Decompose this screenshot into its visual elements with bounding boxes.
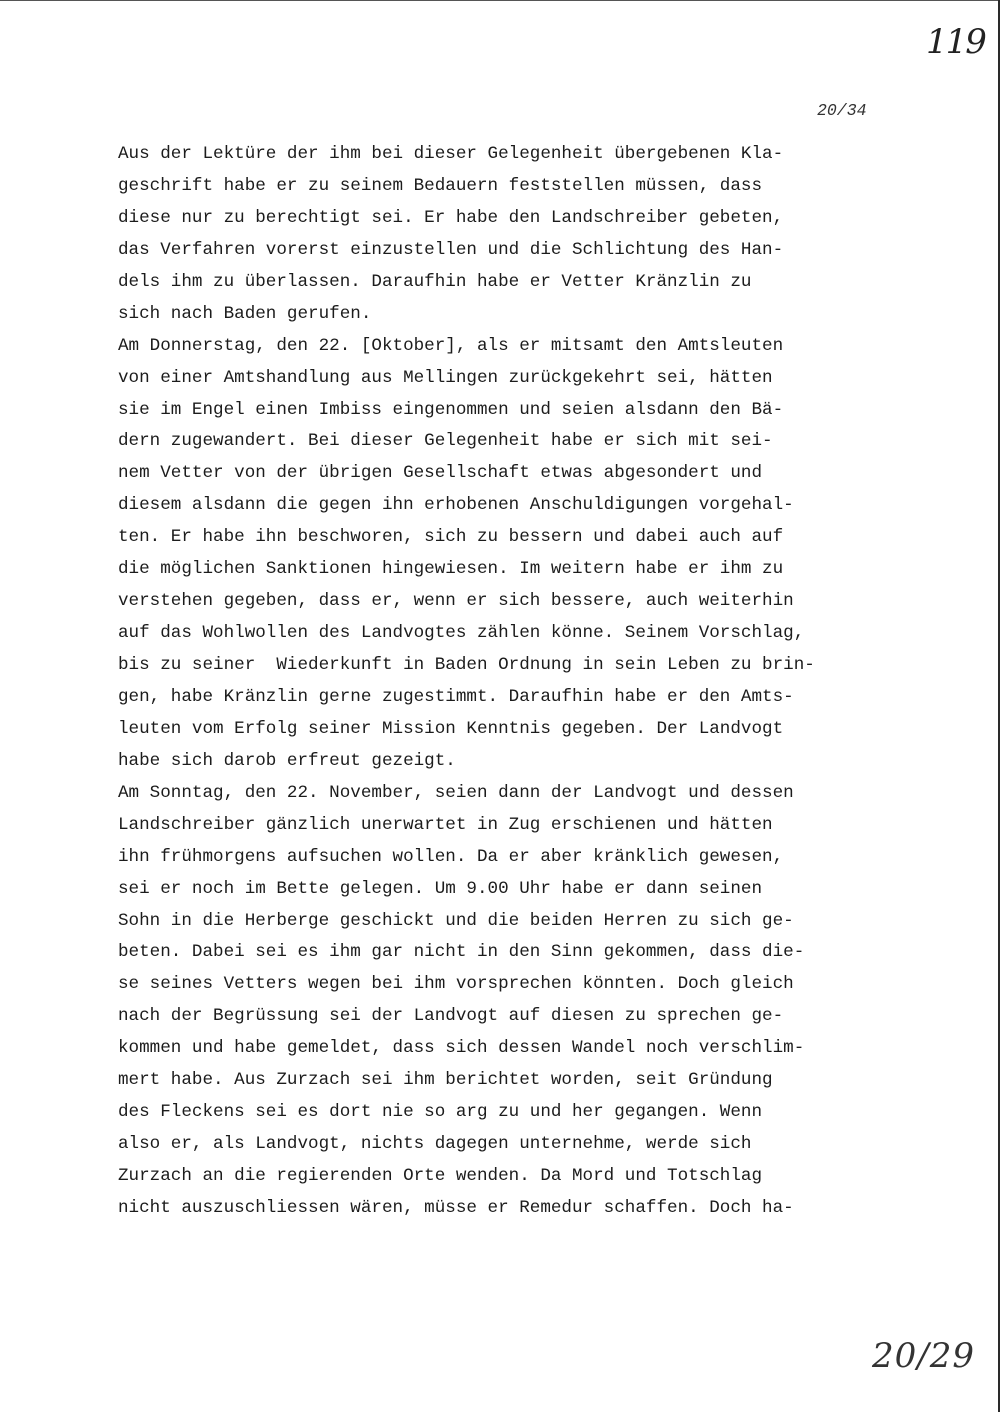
document-body xyxy=(118,139,938,1225)
text-line: leuten vom Erfolg seiner Mission Kenntnis gegeben. Der Landvogt xyxy=(118,718,784,739)
text-line: bis zu seiner Wiederkunft in Baden Ordnung in sein Leben zu brin- xyxy=(118,655,815,675)
text-line: nem Vetter von der übrigen Gesellschaft etwas abgesondert und xyxy=(118,463,763,484)
text-line: verstehen gegeben, dass er, wenn er sich bessere, auch weiterhin xyxy=(118,591,794,612)
text-line: von einer Amtshandlung aus Mellingen zurückgekehrt sei, hätten xyxy=(118,367,773,388)
text-line: kommen und habe gemeldet, dass sich dessen Wandel noch verschlim- xyxy=(118,1038,805,1059)
text-line: sei er noch im Bette gelegen. Um 9.00 Uhr habe er dann seinen xyxy=(118,878,763,899)
text-line: diese nur zu berechtigt sei. Er habe den Landschreiber gebeten, xyxy=(118,207,784,228)
text-line: Aus der Lektüre der ihm bei dieser Gelegenheit übergebenen Kla- xyxy=(118,144,784,164)
text-line: Sohn in die Herberge geschickt und die beiden Herren zu sich ge- xyxy=(118,910,794,931)
handwritten-archive-number: 119 xyxy=(926,22,985,62)
text-line: gen, habe Kränzlin gerne zugestimmt. Daraufhin habe er den Amts- xyxy=(118,686,794,707)
text-line: habe sich darob erfreut gezeigt. xyxy=(118,750,456,771)
text-line: geschrift habe er zu seinem Bedauern feststellen müssen, dass xyxy=(118,175,763,196)
text-line: also er, als Landvogt, nichts dagegen unternehme, werde sich xyxy=(118,1134,752,1155)
text-line: nicht auszuschliessen wären, müsse er Remedur schaffen. Doch ha- xyxy=(118,1197,794,1218)
text-line: beten. Dabei sei es ihm gar nicht in den Sinn gekommen, dass die- xyxy=(118,942,805,963)
text-line: Landschreiber gänzlich unerwartet in Zug erschienen und hätten xyxy=(118,814,773,835)
page-number: 20/34 xyxy=(817,101,867,120)
scan-edge-top xyxy=(0,0,1000,1)
text-line: die möglichen Sanktionen hingewiesen. Im weitern habe er ihm zu xyxy=(118,559,784,580)
handwritten-folio-note: 20/29 xyxy=(872,1336,975,1376)
text-line: sich nach Baden gerufen. xyxy=(118,303,372,324)
text-line: diesem alsdann die gegen ihn erhobenen Anschuldigungen vorgehal- xyxy=(118,495,794,516)
text-line: nach der Begrüssung sei der Landvogt auf diesen zu sprechen ge- xyxy=(118,1006,784,1027)
text-line: ten. Er habe ihn beschworen, sich zu bessern und dabei auch auf xyxy=(118,527,784,548)
text-line: das Verfahren vorerst einzustellen und die Schlichtung des Han- xyxy=(118,239,784,260)
text-line: se seines Vetters wegen bei ihm vorsprechen könnten. Doch gleich xyxy=(118,974,794,995)
text-line: Am Sonntag, den 22. November, seien dann der Landvogt und dessen xyxy=(118,782,794,803)
text-line: auf das Wohlwollen des Landvogtes zählen könne. Seinem Vorschlag, xyxy=(118,623,805,644)
text-line: dels ihm zu überlassen. Daraufhin habe er Vetter Kränzlin zu xyxy=(118,271,752,292)
text-line: dern zugewandert. Bei dieser Gelegenheit habe er sich mit sei- xyxy=(118,431,773,452)
text-line: Zurzach an die regierenden Orte wenden. Da Mord und Totschlag xyxy=(118,1166,763,1186)
text-line: Am Donnerstag, den 22. [Oktober], als er mitsamt den Amtsleuten xyxy=(118,335,784,356)
text-line: mert habe. Aus Zurzach sei ihm berichtet worden, seit Gründung xyxy=(118,1070,773,1091)
text-line: sie im Engel einen Imbiss eingenommen und seien alsdann den Bä- xyxy=(118,399,784,420)
text-line: des Fleckens sei es dort nie so arg zu und her gegangen. Wenn xyxy=(118,1102,763,1123)
text-line: ihn frühmorgens aufsuchen wollen. Da er aber kränklich gewesen, xyxy=(118,846,784,867)
